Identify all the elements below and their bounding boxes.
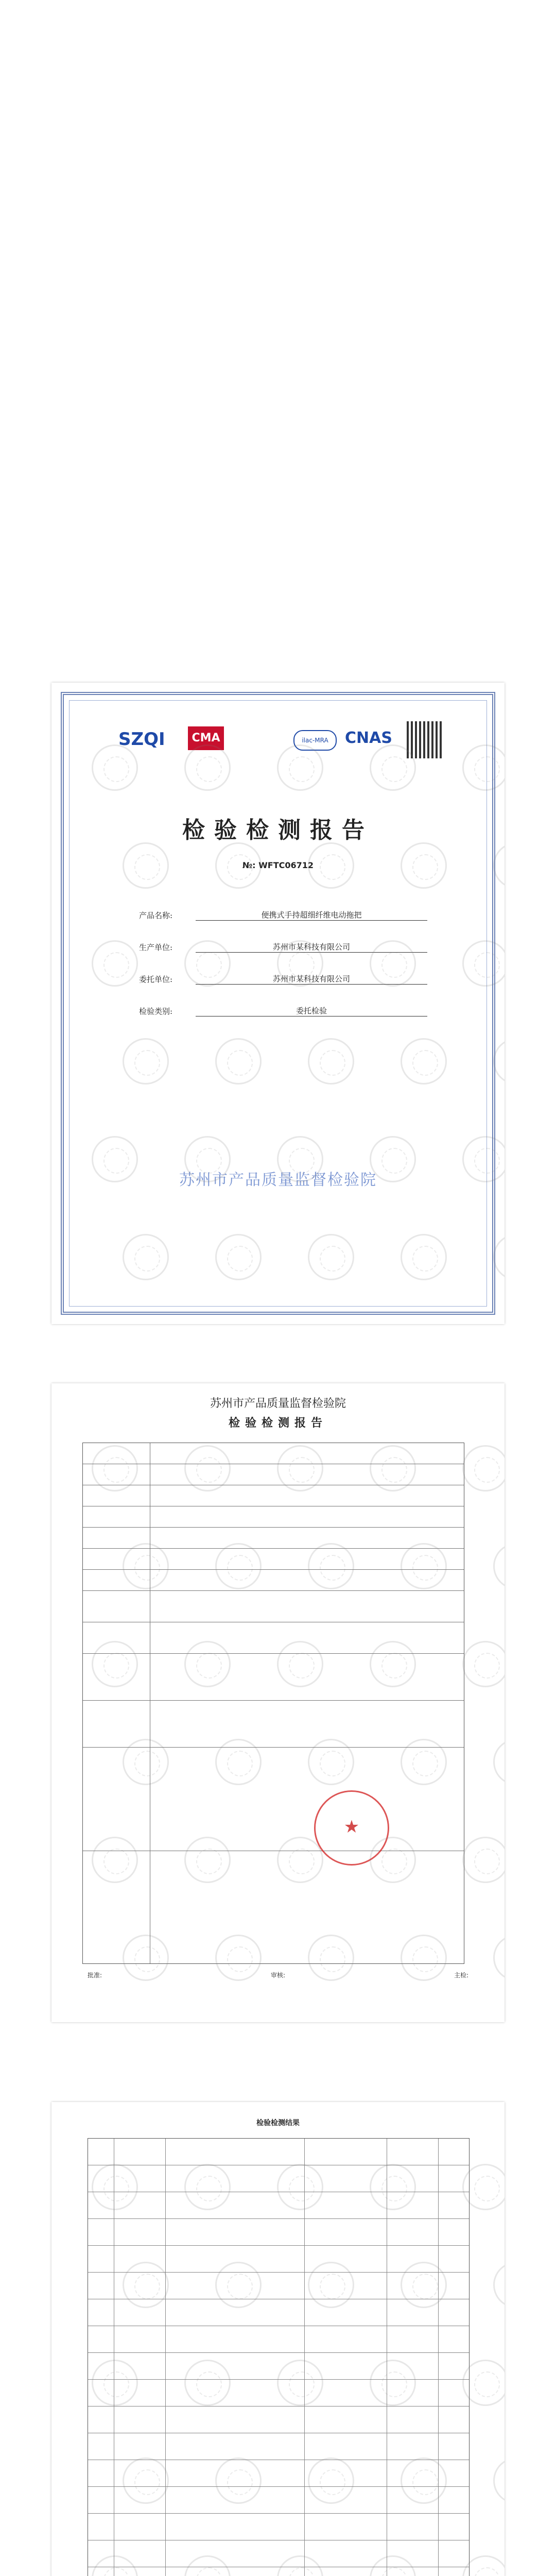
watermark-seal-icon bbox=[370, 2360, 416, 2406]
results-table bbox=[88, 2138, 470, 2576]
cma-logo: CMA bbox=[188, 726, 224, 750]
watermark-seal-icon bbox=[123, 1935, 169, 1981]
watermark-seal-icon bbox=[215, 1739, 262, 1785]
table-row bbox=[83, 1591, 464, 1622]
cover-field-value: 委托检验 bbox=[196, 1005, 427, 1016]
qr-code bbox=[407, 721, 444, 758]
report-org: 苏州市产品质量监督检验院 bbox=[210, 1397, 346, 1410]
watermark-seal-icon bbox=[370, 1837, 416, 1883]
szqi-logo: SZQI bbox=[118, 729, 165, 750]
watermark-seal-icon bbox=[370, 940, 416, 987]
cover-field-category bbox=[139, 985, 427, 1016]
watermark-seal-icon bbox=[493, 1543, 505, 1589]
watermark-seal-icon bbox=[401, 2458, 447, 2504]
watermark-seal-icon bbox=[370, 1641, 416, 1687]
ilac-logo: ilac-MRA bbox=[293, 730, 337, 751]
watermark-seal-icon bbox=[123, 1038, 169, 1084]
approver-label: 批准: bbox=[88, 1972, 102, 1979]
watermark-seal-icon bbox=[462, 1136, 505, 1182]
watermark-seal-icon bbox=[462, 744, 505, 791]
watermark-seal-icon bbox=[462, 1837, 505, 1883]
watermark-seal-icon bbox=[462, 1445, 505, 1492]
report-table bbox=[82, 1443, 464, 1964]
table-row bbox=[83, 1485, 464, 1506]
cover-page bbox=[51, 683, 505, 1324]
watermark-seal-icon bbox=[308, 1234, 354, 1280]
watermark-seal-icon bbox=[215, 2458, 262, 2504]
table-column-divider bbox=[165, 2139, 166, 2576]
watermark-seal-icon bbox=[184, 1445, 231, 1492]
reviewer-label: 审核: bbox=[270, 1972, 286, 1979]
watermark-seal-icon bbox=[308, 2262, 354, 2308]
watermark-seal-icon bbox=[123, 1543, 169, 1589]
watermark-seal-icon bbox=[92, 1837, 138, 1883]
results-title: 检验检测结果 bbox=[256, 2119, 300, 2127]
cover-footer-org: 苏州市产品质量监督检验院 bbox=[179, 1171, 377, 1189]
watermark-seal-icon bbox=[462, 940, 505, 987]
watermark-seal-icon bbox=[277, 2164, 323, 2210]
watermark-seal-icon bbox=[184, 2164, 231, 2210]
watermark-seal-icon bbox=[401, 1038, 447, 1084]
watermark-seal-icon bbox=[401, 1739, 447, 1785]
watermark-seal-icon bbox=[184, 1641, 231, 1687]
watermark-seal-icon bbox=[493, 1935, 505, 1981]
watermark-seal-icon bbox=[277, 1136, 323, 1182]
watermark-seal-icon bbox=[462, 2360, 505, 2406]
watermark-seal-icon bbox=[462, 1641, 505, 1687]
watermark-seal-icon bbox=[123, 2458, 169, 2504]
watermark-seal-icon bbox=[493, 2458, 505, 2504]
watermark-seal-icon bbox=[401, 1935, 447, 1981]
inspector-label: 主检: bbox=[454, 1972, 468, 1979]
watermark-seal-icon bbox=[308, 1739, 354, 1785]
watermark-seal-icon bbox=[184, 744, 231, 791]
watermark-seal-icon bbox=[92, 1136, 138, 1182]
watermark-seal-icon bbox=[123, 842, 169, 889]
cover-field-value: 苏州市某科技有限公司 bbox=[196, 973, 427, 985]
watermark-seal-icon bbox=[92, 2360, 138, 2406]
cover-field-value: 便携式手持超细纤维电动拖把 bbox=[196, 909, 427, 921]
watermark-seal-icon bbox=[308, 2458, 354, 2504]
watermark-seal-icon bbox=[123, 2262, 169, 2308]
watermark-seal-icon bbox=[370, 2164, 416, 2210]
report-number-label: №: bbox=[242, 860, 256, 870]
watermark-seal-icon bbox=[92, 940, 138, 987]
cover-field-label: 检验类别: bbox=[139, 1007, 173, 1016]
watermark-seal-icon bbox=[215, 1038, 262, 1084]
cover-field-label: 生产单位: bbox=[139, 943, 173, 952]
watermark-seal-icon bbox=[215, 842, 262, 889]
watermark-seal-icon bbox=[401, 1234, 447, 1280]
cnas-logo: CNAS bbox=[345, 729, 392, 747]
watermark-seal-icon bbox=[493, 2262, 505, 2308]
watermark-seal-icon bbox=[277, 744, 323, 791]
watermark-seal-icon bbox=[184, 2360, 231, 2406]
watermark-seal-icon bbox=[92, 744, 138, 791]
watermark-seal-icon bbox=[184, 1837, 231, 1883]
watermark-seal-icon bbox=[370, 744, 416, 791]
report-number-value: WFTC06712 bbox=[258, 860, 314, 870]
watermark-seal-icon bbox=[215, 1543, 262, 1589]
watermark-seal-icon bbox=[308, 1935, 354, 1981]
watermark-seal-icon bbox=[401, 842, 447, 889]
watermark-seal-icon bbox=[123, 1739, 169, 1785]
watermark-seal-icon bbox=[123, 1234, 169, 1280]
watermark-seal-icon bbox=[215, 1935, 262, 1981]
report-title: 检验检测报告 bbox=[228, 1416, 327, 1430]
watermark-seal-icon bbox=[370, 1136, 416, 1182]
watermark-seal-icon bbox=[308, 1543, 354, 1589]
cover-title: 检验检测报告 bbox=[182, 817, 374, 843]
results-page-1 bbox=[51, 2102, 505, 2576]
cover-field-label: 产品名称: bbox=[139, 911, 173, 920]
table-column-divider bbox=[438, 2139, 439, 2576]
watermark-seal-icon bbox=[215, 1234, 262, 1280]
watermark-seal-icon bbox=[493, 1739, 505, 1785]
watermark-seal-icon bbox=[462, 2164, 505, 2210]
watermark-seal-icon bbox=[215, 2262, 262, 2308]
watermark-seal-icon bbox=[308, 1038, 354, 1084]
cover-field-value: 苏州市某科技有限公司 bbox=[196, 941, 427, 953]
watermark-seal-icon bbox=[277, 1641, 323, 1687]
table-row bbox=[83, 1506, 464, 1528]
watermark-seal-icon bbox=[277, 940, 323, 987]
watermark-seal-icon bbox=[401, 1543, 447, 1589]
watermark-seal-icon bbox=[277, 1445, 323, 1492]
watermark-seal-icon bbox=[184, 940, 231, 987]
cover-field-label: 委托单位: bbox=[139, 975, 173, 984]
watermark-seal-icon bbox=[184, 1136, 231, 1182]
watermark-seal-icon bbox=[92, 1445, 138, 1492]
watermark-seal-icon bbox=[92, 2164, 138, 2210]
watermark-seal-icon bbox=[401, 2262, 447, 2308]
cover-field-product bbox=[139, 889, 427, 921]
watermark-seal-icon bbox=[277, 2360, 323, 2406]
watermark-seal-icon bbox=[370, 1445, 416, 1492]
star-icon: ★ bbox=[343, 1817, 360, 1837]
report-page bbox=[51, 1383, 505, 2022]
watermark-seal-icon bbox=[277, 1837, 323, 1883]
watermark-seal-icon bbox=[92, 1641, 138, 1687]
watermark-seal-icon bbox=[308, 842, 354, 889]
